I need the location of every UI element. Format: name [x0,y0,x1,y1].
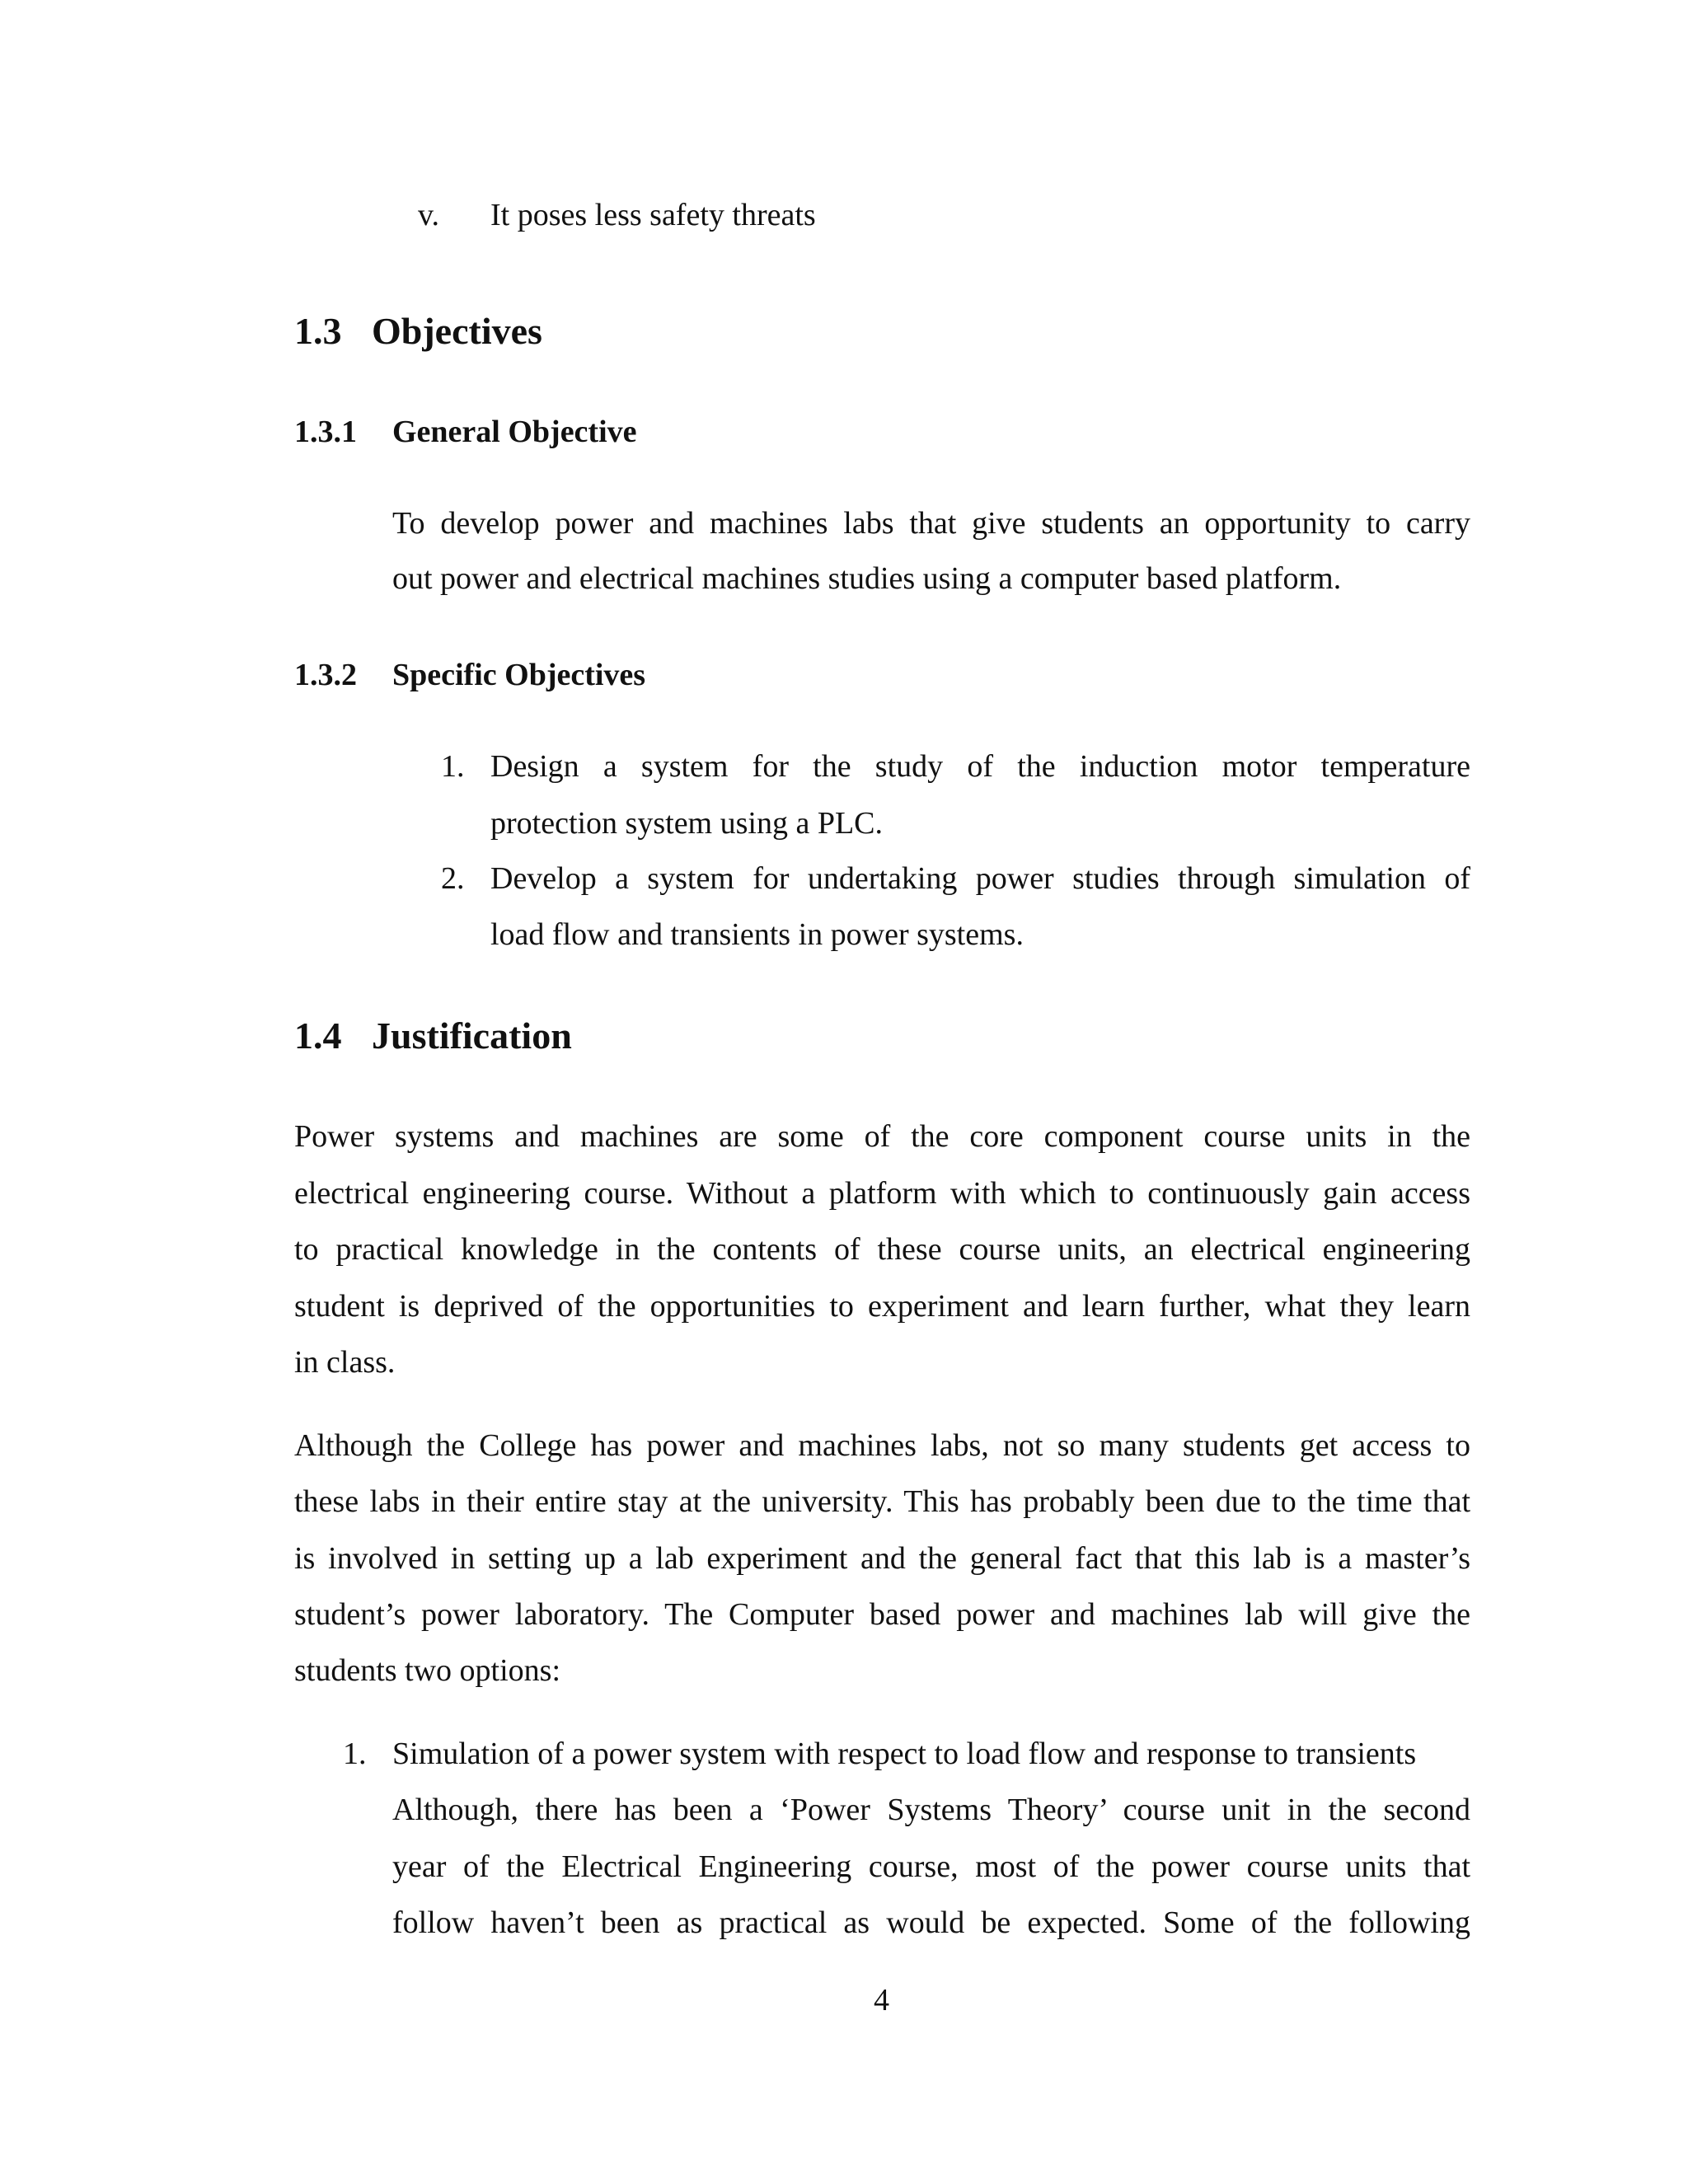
list-item-line: Develop a system for undertaking power studies through simulation of [490,861,1470,896]
paragraph-line: Power systems and machines are some of the core component course units in the [294,1119,1470,1154]
subsection-title: General Objective [392,415,637,449]
list-item-text: It poses less safety threats [490,198,816,232]
subsection-number: 1.3.1 [294,415,357,449]
paragraph-line: in class. [294,1345,396,1380]
list-item-line: load flow and transients in power systems. [490,917,1024,952]
paragraph-line: electrical engineering course. Without a platform with which to continuously gain access [294,1176,1470,1211]
list-item-line: Simulation of a power system with respect to load flow and response to transients [392,1736,1417,1771]
paragraph-line: out power and electrical machines studies using a computer based platform. [392,561,1342,596]
paragraph-line: students two options: [294,1653,561,1688]
section-number: 1.3 [294,310,342,352]
paragraph-line: to practical knowledge in the contents of these course units, an electrical engineering [294,1232,1470,1267]
list-marker: 1. [441,749,465,784]
section-number: 1.4 [294,1015,342,1057]
paragraph-line: is involved in setting up a lab experiment and the general fact that this lab is a master’s [294,1541,1470,1576]
subsection-title: Specific Objectives [392,658,646,692]
section-title: Justification [372,1015,572,1057]
paragraph-line: Although the College has power and machines labs, not so many students get access to [294,1428,1470,1463]
list-item-line: Although, there has been a ‘Power Systems Theory’ course unit in the second [392,1793,1470,1827]
paragraph-line: these labs in their entire stay at the university. This has probably been due to the time that [294,1484,1470,1519]
list-item-line: protection system using a PLC. [490,806,884,841]
page-number: 4 [874,1983,889,2018]
list-marker: 1. [343,1736,367,1771]
list-item-line: follow haven’t been as practical as would be expected. Some of the following [392,1905,1470,1940]
list-item-line: Design a system for the study of the induction motor temperature [490,749,1470,784]
section-title: Objectives [372,310,542,352]
paragraph-line: student’s power laboratory. The Computer based power and machines lab will give the [294,1597,1470,1632]
section-heading [294,309,342,353]
paragraph-line: To develop power and machines labs that give students an opportunity to carry [392,506,1470,541]
list-item-line: year of the Electrical Engineering course, most of the power course units that [392,1849,1470,1884]
paragraph-line: student is deprived of the opportunities to experiment and learn further, what they learn [294,1289,1470,1324]
list-marker: v. [418,198,440,232]
subsection-number: 1.3.2 [294,658,357,692]
list-marker: 2. [441,861,465,896]
